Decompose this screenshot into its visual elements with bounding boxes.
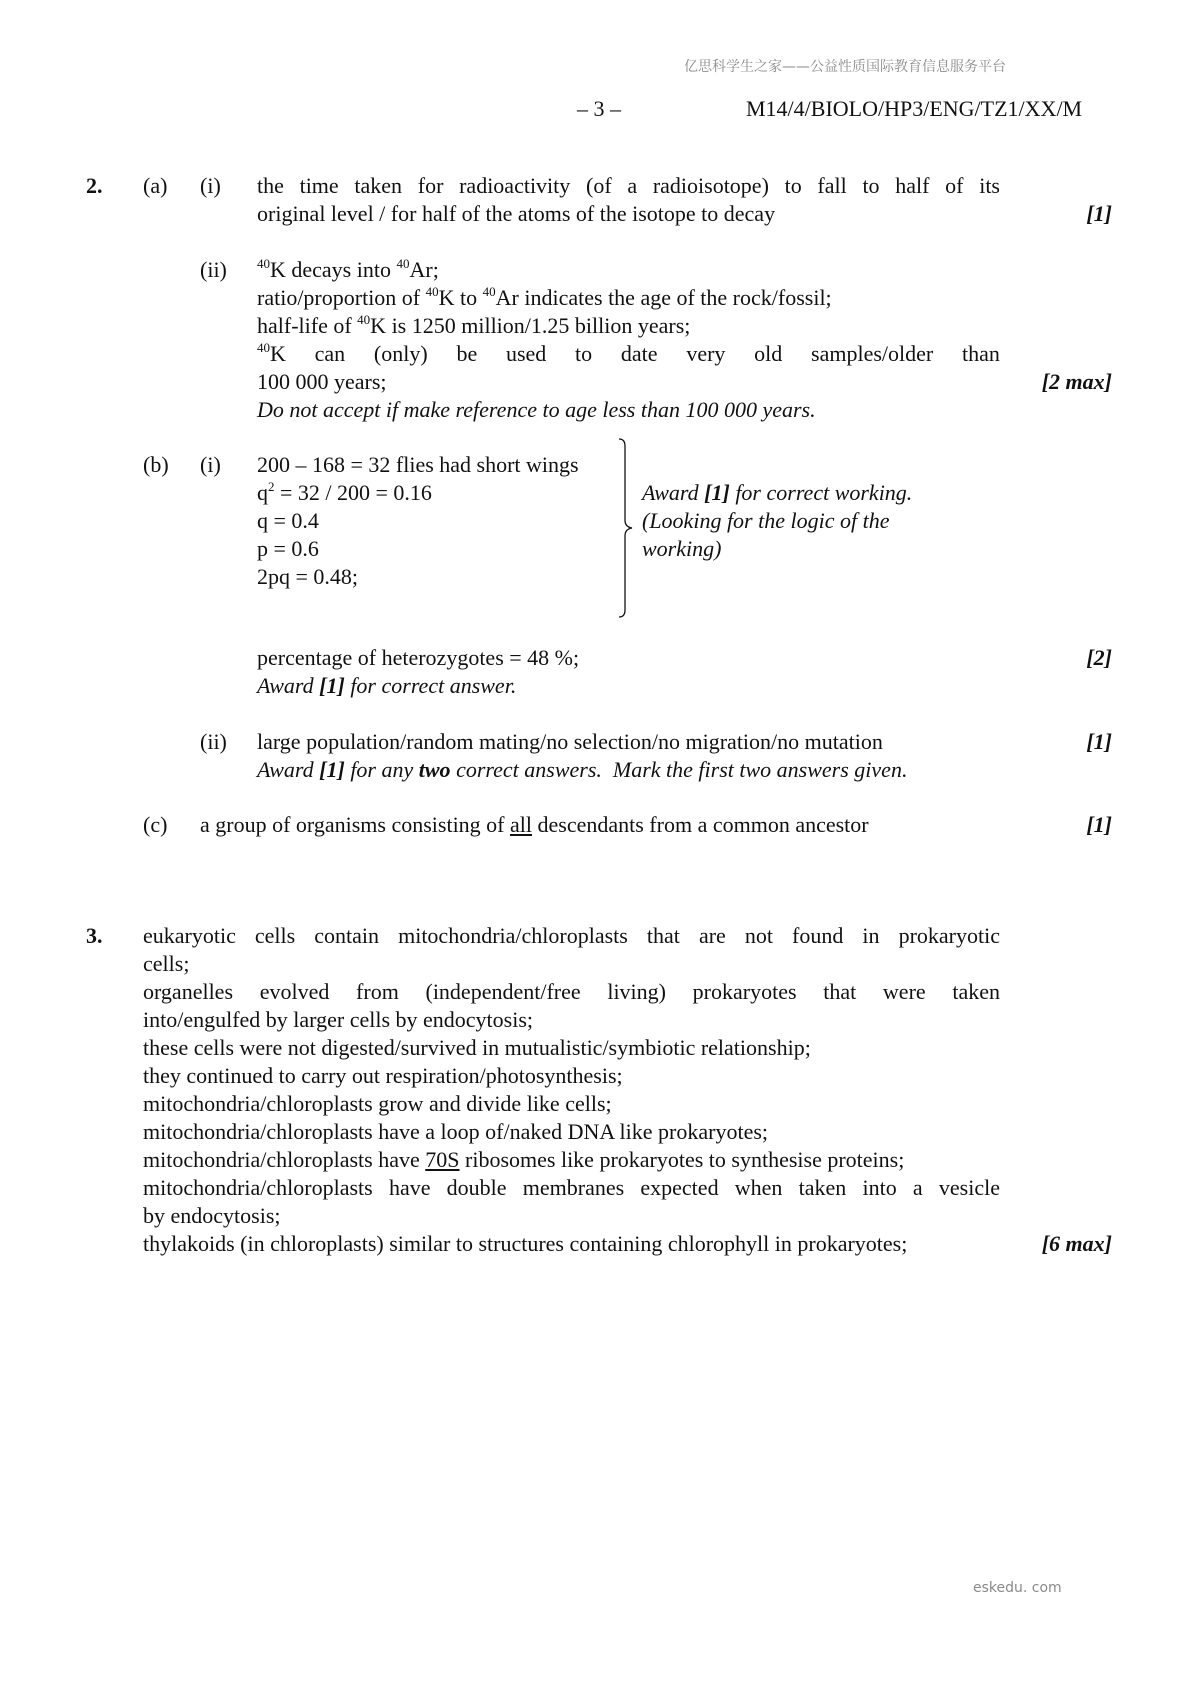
q2a-ii-line3: [257, 312, 1000, 340]
q2a-ii-note: Do not accept if make reference to age less than 100 000 years.: [257, 397, 816, 422]
k40-mass-number: 40: [357, 312, 371, 327]
q2b-i-work-line4: p = 0.6: [257, 536, 319, 561]
q2b-i-final-answer: [257, 644, 957, 700]
q2b-i-brace-note-line2: (Looking for the logic of the: [642, 508, 890, 533]
q3-point-1b: cells;: [143, 951, 190, 976]
q2b-i-marks: [2]: [1086, 645, 1112, 670]
q2a-ii-word-3: be: [456, 341, 478, 366]
q2b-ii-text: large population/random mating/no selection/no migration/no mutation: [257, 729, 883, 754]
award-post: for correct answer.: [344, 673, 517, 698]
q2a-ii-marks: [2 max]: [1041, 369, 1112, 394]
q2a-ii-line2: [257, 284, 1000, 312]
q2c-text-underlined: all: [510, 812, 533, 837]
q2b-i-work-line5: 2pq = 0.48;: [257, 564, 359, 589]
question-3-number: 3.: [86, 923, 103, 948]
k-symbol: K: [270, 341, 286, 366]
k40-mass-number: 40: [425, 284, 439, 299]
q2a-ii-word-1: can: [314, 341, 346, 366]
q2c-text-pre: a group of organisms consisting of: [200, 812, 511, 837]
top-watermark: 亿思科学生之家——公益性质国际教育信息服务平台: [684, 59, 1006, 75]
note-two: two: [418, 757, 451, 782]
q2a-i-line1: the time taken for radioactivity (of a radioisotope) to fall to half of its: [257, 173, 1000, 198]
q2b-i-brace-note-line3: working): [642, 536, 722, 561]
brace-note-pre: Award: [642, 480, 705, 505]
q2a-ii-word-10: than: [961, 341, 1000, 366]
q2b-i-working: [257, 451, 617, 591]
bottom-watermark: eskedu. com: [973, 1580, 1062, 1596]
q2a-ii-line3-start: half-life of: [257, 313, 358, 338]
q2a-i-answer: [257, 172, 1000, 228]
q3-point-7-post: ribosomes like prokaryotes to synthesise proteins;: [459, 1147, 905, 1172]
q3-point-7-pre: mitochondria/chloroplasts have: [143, 1147, 426, 1172]
q-exponent: 2: [268, 479, 275, 494]
q2a-i-line2: original level / for half of the atoms of the isotope to decay: [257, 201, 776, 226]
q2c-text-post: descendants from a common ancestor: [532, 812, 869, 837]
note-mid: for any: [344, 757, 419, 782]
q2c-answer: [200, 811, 980, 839]
q2a-ii-word-2: (only): [373, 341, 428, 366]
q3-point-2: organelles evolved from (independent/free living) prokaryotes that were taken: [143, 979, 1000, 1004]
q3-answer: [143, 922, 1000, 1258]
q2a-ii-word-6: date: [620, 341, 658, 366]
q2a-i-marks: [1]: [1086, 201, 1112, 226]
award-mark: [1]: [319, 673, 345, 698]
q2a-ii-word-9: samples/older: [811, 341, 934, 366]
ar-symbol: Ar: [409, 257, 433, 282]
q3-point-9: thylakoids (in chloroplasts) similar to structures containing chlorophyll in prokaryotes;: [143, 1231, 908, 1256]
note-mark: [1]: [319, 757, 345, 782]
q2a-ii-word-0: [257, 340, 286, 368]
q2a-ii-word-8: old: [754, 341, 783, 366]
ar40-mass-number: 40: [482, 284, 496, 299]
q2a-ii-word-5: to: [575, 341, 593, 366]
q3-point-3: these cells were not digested/survived in mutualistic/symbiotic relationship;: [143, 1035, 811, 1060]
brace-note-post: for correct working.: [729, 480, 913, 505]
q3-point-6: mitochondria/chloroplasts have a loop of/naked DNA like prokaryotes;: [143, 1119, 769, 1144]
ar-symbol: Ar: [495, 285, 519, 310]
q3-point-7-underlined: 70S: [425, 1147, 460, 1172]
q2a-ii-word-4: used: [505, 341, 547, 366]
q2b-ii-marks: [1]: [1086, 729, 1112, 754]
note-pre: Award: [257, 757, 320, 782]
k-symbol: K: [438, 285, 455, 310]
q2a-ii-line1: [257, 256, 1000, 284]
q2-part-b-label: (b): [143, 452, 169, 477]
question-2-number: 2.: [86, 173, 103, 198]
q2a-i-label: (i): [200, 173, 221, 198]
q2a-ii-line4: [257, 340, 1000, 368]
q3-point-2b: into/engulfed by larger cells by endocytosis;: [143, 1007, 534, 1032]
ar40-mass-number: 40: [396, 256, 410, 271]
k40-mass-number: 40: [257, 340, 270, 355]
q2b-i-brace-note-line1: [642, 479, 972, 507]
q2a-ii-line1-end: ;: [432, 257, 439, 282]
q2a-ii-label: (ii): [200, 257, 227, 282]
page-number: – 3 –: [577, 96, 621, 121]
k-symbol: K: [370, 313, 387, 338]
document-code: M14/4/BIOLO/HP3/ENG/TZ1/XX/M: [746, 96, 1083, 121]
q3-point-7: [143, 1146, 1000, 1174]
q2a-ii-line2-mid: to: [454, 285, 483, 310]
k40-mass-number: 40: [257, 256, 270, 271]
q2-part-c-label: (c): [143, 812, 168, 837]
q2-part-a-label: (a): [143, 173, 168, 198]
q3-point-5: mitochondria/chloroplasts grow and divide like cells;: [143, 1091, 612, 1116]
k-symbol: K: [270, 257, 286, 282]
q2b-i-work-line2-rest: = 32 / 200 = 0.16: [274, 480, 432, 505]
q2a-ii-answer: [257, 256, 1000, 424]
q2a-ii-line3-end: is 1250 million/1.25 billion years;: [386, 313, 691, 338]
q2b-ii-answer: [257, 728, 997, 784]
q3-point-8b: by endocytosis;: [143, 1203, 281, 1228]
q-symbol: q: [257, 480, 268, 505]
q3-point-1: eukaryotic cells contain mitochondria/chloroplasts that are not found in prokaryotic: [143, 923, 1000, 948]
q3-marks: [6 max]: [1041, 1231, 1112, 1256]
note-post: correct answers. Mark the first two answers given.: [450, 757, 908, 782]
q2a-ii-line5: 100 000 years;: [257, 369, 387, 394]
q2a-ii-line1-text: decays into: [285, 257, 397, 282]
q2b-i-answer-line: percentage of heterozygotes = 48 %;: [257, 645, 580, 670]
q2b-i-brace-note: [642, 479, 972, 563]
q2b-i-award-line: [257, 672, 957, 700]
q2b-i-work-line3: q = 0.4: [257, 508, 319, 533]
q2a-ii-line2-start: ratio/proportion of: [257, 285, 426, 310]
q2b-ii-label: (ii): [200, 729, 227, 754]
q2a-ii-word-7: very: [686, 341, 726, 366]
q2b-ii-note: [257, 756, 997, 784]
right-curly-brace: [618, 438, 634, 618]
q3-point-4: they continued to carry out respiration/photosynthesis;: [143, 1063, 623, 1088]
q3-point-8: mitochondria/chloroplasts have double membranes expected when taken into a vesicle: [143, 1175, 1000, 1200]
brace-note-mark: [1]: [704, 480, 730, 505]
q2c-marks: [1]: [1086, 812, 1112, 837]
q2a-ii-line2-end: indicates the age of the rock/fossil;: [518, 285, 832, 310]
q2b-i-label: (i): [200, 452, 221, 477]
award-pre: Award: [257, 673, 320, 698]
q2b-i-work-line1: 200 – 168 = 32 flies had short wings: [257, 452, 579, 477]
q2b-i-work-line2: [257, 479, 617, 507]
